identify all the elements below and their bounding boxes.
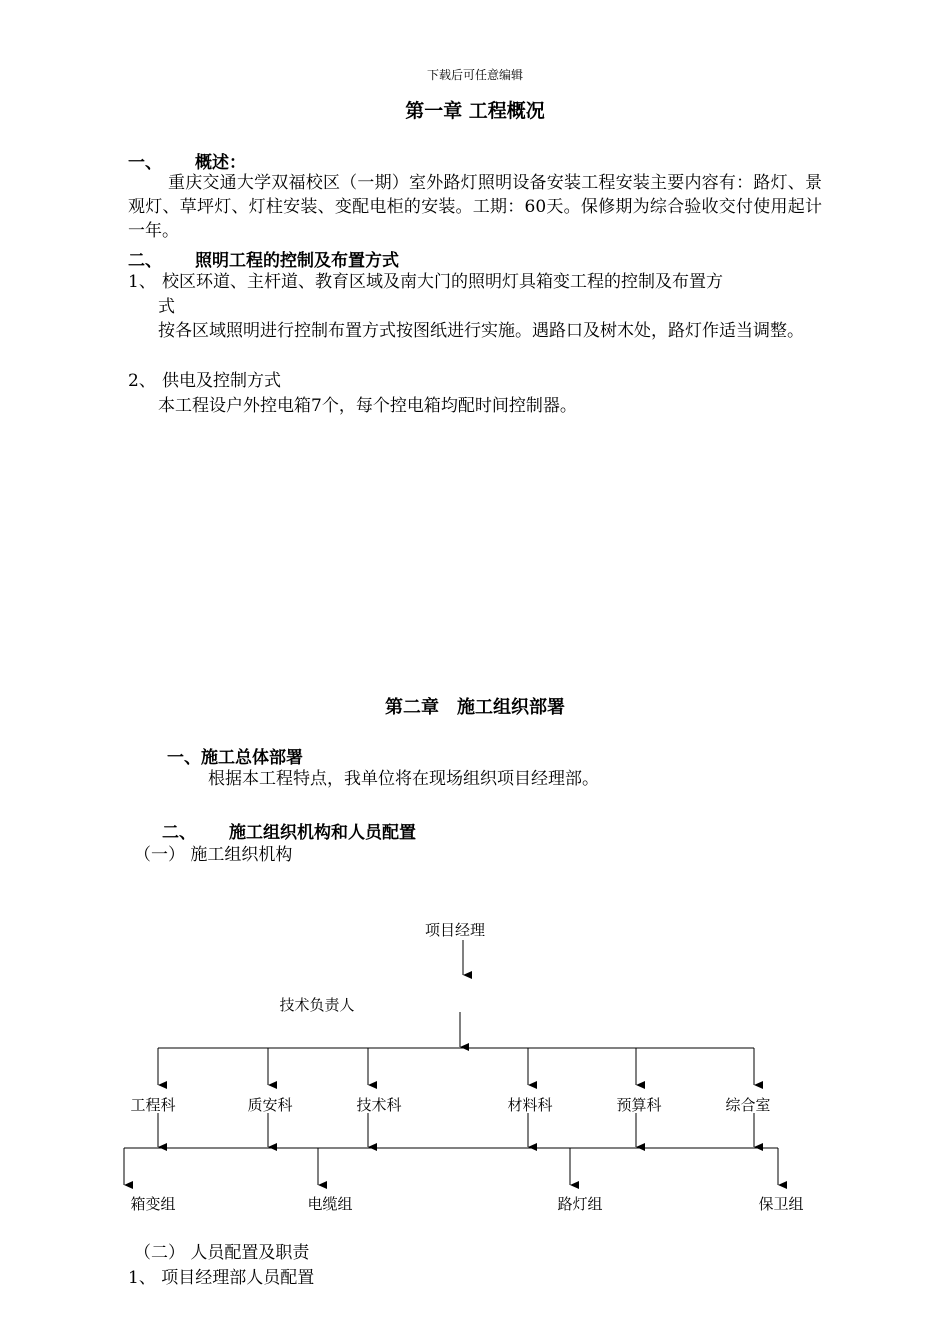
org-dept-node: 材料科 [507, 1096, 553, 1114]
org-dept-node: 质安科 [247, 1096, 293, 1114]
ch2-section1-body: 根据本工程特点，我单位将在现场组织项目经理部。 [208, 769, 599, 789]
item2-number: 2、 [128, 371, 156, 391]
section2-number: 二、 [128, 251, 162, 271]
item1-body: 按各区域照明进行控制布置方式按图纸进行实施。遇路口及树木处，路灯作适当调整。 [158, 321, 804, 341]
org-node-project-manager: 项目经理 [424, 921, 486, 939]
org-dept-node: 工程科 [130, 1096, 176, 1114]
org-team-node: 路灯组 [557, 1195, 603, 1213]
section2-title: 照明工程的控制及布置方式 [195, 251, 399, 271]
section1-number: 一、 [128, 153, 162, 173]
item1-number: 1、 [128, 272, 156, 292]
ch2-section2-title: 施工组织机构和人员配置 [229, 823, 416, 843]
ch2-section2-number: 二、 [162, 823, 196, 843]
chapter2-title: 第二章 施工组织部署 [385, 697, 565, 718]
item2-body: 本工程设户外控电箱7个，每个控电箱均配时间控制器。 [158, 396, 577, 416]
overview-paragraph: 重庆交通大学双福校区（一期）室外路灯照明设备安装工程安装主要内容有：路灯、景观灯、草坪灯、灯柱安装、变配电柜的安装。工期：60天。保修期为综合验收交付使用起计一年。 [128, 173, 822, 241]
org-dept-node: 综合室 [725, 1096, 771, 1114]
org-structure-heading: （一） 施工组织机构 [134, 845, 293, 865]
org-team-node: 箱变组 [130, 1195, 176, 1213]
item1-title: 校区环道、主杆道、教育区域及南大门的照明灯具箱变工程的控制及布置方 [162, 272, 723, 292]
org-team-node: 保卫组 [758, 1195, 804, 1213]
org-node-technical-lead: 技术负责人 [279, 996, 355, 1014]
ch2-section1-title: 一、施工总体部署 [167, 748, 303, 768]
org-dept-node: 预算科 [616, 1096, 662, 1114]
org-team-node: 电缆组 [307, 1195, 353, 1213]
item2-title: 供电及控制方式 [162, 371, 281, 391]
staffing-item1: 1、 项目经理部人员配置 [128, 1268, 315, 1288]
chapter1-title: 第一章 工程概况 [405, 100, 545, 122]
staffing-heading: （二） 人员配置及职责 [134, 1243, 310, 1263]
header-note: 下载后可任意编辑 [426, 68, 523, 82]
section1-title: 概述： [195, 153, 246, 173]
org-dept-node: 技术科 [356, 1096, 402, 1114]
item1-title-continued: 式 [158, 297, 175, 317]
